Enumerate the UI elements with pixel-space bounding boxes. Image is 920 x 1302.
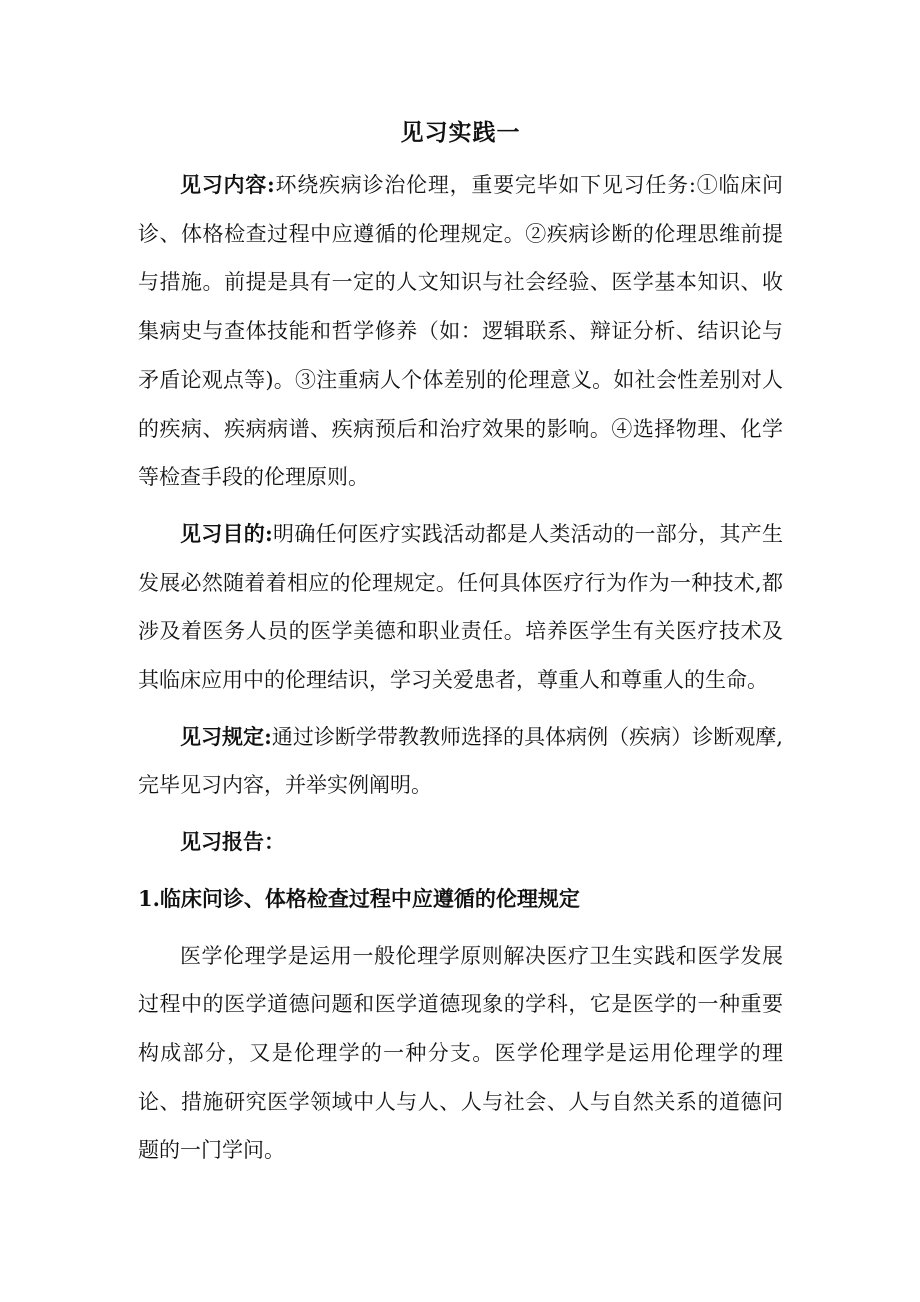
document-page [138, 112, 783, 1175]
section-report-label: 见习报告： [180, 829, 285, 855]
section-purpose-label: 见习目的: [180, 520, 273, 546]
section-requirements [138, 713, 783, 810]
section-purpose-text: 明确任何医疗实践活动都是人类活动的一部分，其产生发展必然随着着相应的伦理规定。任何具体医疗行为作为一种技术,都涉及着医务人员的医学美德和职业责任。培养医学生有关医疗技术及其临床应用中的伦理结识，学习关爱患者，尊重人和尊重人的生命。 [138, 521, 783, 693]
report-heading: 1.临床问诊、体格检查过程中应遵循的伦理规定 [138, 885, 580, 911]
page-title: 见习实践一 [400, 119, 521, 146]
section-purpose [138, 510, 783, 705]
section-report [138, 818, 783, 867]
section-content [138, 161, 783, 502]
section-content-text: 环绕疾病诊治伦理，重要完毕如下见习任务:①临床问诊、体格检查过程中应遵循的伦理规定。②疾病诊断的伦理思维前提与措施。前提是具有一定的人文知识与社会经验、医学基本知识、收集病史与查体技能和哲学修养（如：逻辑联系、辩证分析、结识论与矛盾论观点等)。③注重病人个体差别的伦理意义。如社会性差别对人的疾病、疾病病谱、疾病预后和治疗效果的影响。④选择物理、化学等检查手段的伦理原则。 [138, 173, 783, 490]
section-requirements-label: 见习规定: [180, 723, 272, 749]
section-content-label: 见习内容: [180, 172, 275, 197]
report-body: 医学伦理学是运用一般伦理学原则解决医疗卫生实践和医学发展过程中的医学道德问题和医学道德现象的学科，它是医学的一种重要构成部分，又是伦理学的一种分支。医学伦理学是运用伦理学的理论、措施研究医学领域中人与人、人与社会、人与自然关系的道德问题的一门学问。 [138, 943, 783, 1163]
section-requirements-text: 通过诊断学带教教师选择的具体病例（疾病）诊断观摩,完毕见习内容，并举实例阐明。 [138, 724, 783, 798]
